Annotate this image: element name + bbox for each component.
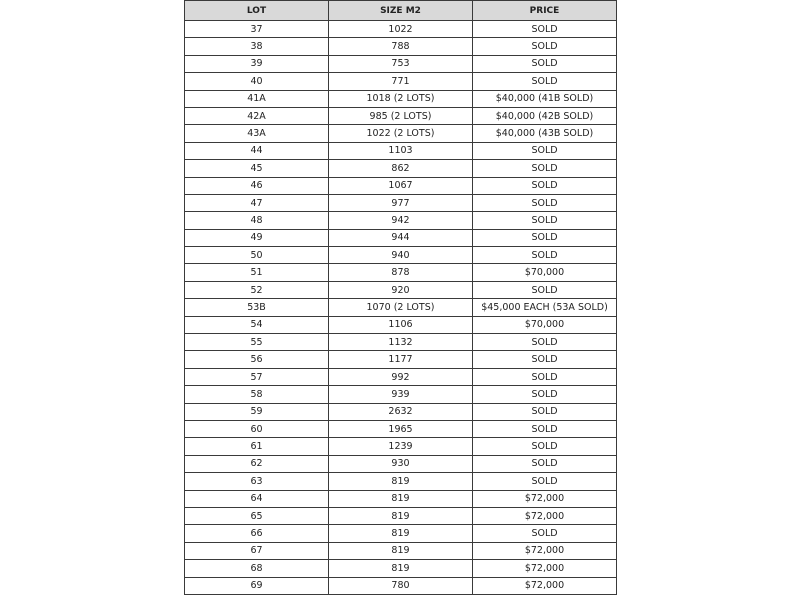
table-row [185,299,617,316]
cell-lot: 48 [185,212,329,229]
cell-price: SOLD [473,438,617,455]
cell-lot: 38 [185,38,329,55]
cell-lot: 64 [185,490,329,507]
cell-size: 1018 (2 LOTS) [329,90,473,107]
table-row [185,386,617,403]
cell-price: SOLD [473,351,617,368]
table-row [185,490,617,507]
cell-lot: 67 [185,542,329,559]
table-row [185,525,617,542]
table-row [185,177,617,194]
table-row [185,403,617,420]
table-row [185,577,617,594]
cell-price: SOLD [473,38,617,55]
cell-size: 1070 (2 LOTS) [329,299,473,316]
table-row [185,281,617,298]
cell-size: 819 [329,507,473,524]
cell-size: 819 [329,560,473,577]
cell-size: 1022 (2 LOTS) [329,125,473,142]
cell-lot: 54 [185,316,329,333]
cell-lot: 49 [185,229,329,246]
cell-lot: 39 [185,55,329,72]
cell-size: 788 [329,38,473,55]
cell-lot: 68 [185,560,329,577]
cell-price: $70,000 [473,316,617,333]
table-row [185,473,617,490]
cell-price: SOLD [473,160,617,177]
cell-lot: 57 [185,368,329,385]
cell-lot: 45 [185,160,329,177]
cell-price: $72,000 [473,490,617,507]
header-size: SIZE M2 [329,1,473,21]
table-row [185,90,617,107]
cell-price: $72,000 [473,577,617,594]
cell-size: 819 [329,490,473,507]
cell-size: 930 [329,455,473,472]
table-row [185,264,617,281]
table-row [185,142,617,159]
table-row [185,542,617,559]
cell-lot: 51 [185,264,329,281]
cell-price: SOLD [473,55,617,72]
cell-price: $70,000 [473,264,617,281]
cell-size: 819 [329,525,473,542]
cell-lot: 62 [185,455,329,472]
table-body [185,21,617,595]
cell-lot: 47 [185,194,329,211]
cell-size: 1022 [329,21,473,38]
cell-lot: 53B [185,299,329,316]
cell-price: SOLD [473,212,617,229]
cell-price: SOLD [473,403,617,420]
cell-lot: 69 [185,577,329,594]
cell-lot: 43A [185,125,329,142]
cell-price: SOLD [473,281,617,298]
cell-size: 2632 [329,403,473,420]
cell-lot: 50 [185,247,329,264]
cell-price: $40,000 (43B SOLD) [473,125,617,142]
cell-lot: 59 [185,403,329,420]
table-row [185,194,617,211]
cell-price: SOLD [473,386,617,403]
cell-lot: 40 [185,73,329,90]
cell-size: 1067 [329,177,473,194]
cell-size: 771 [329,73,473,90]
cell-size: 939 [329,386,473,403]
table-row [185,229,617,246]
header-price: PRICE [473,1,617,21]
table-row [185,247,617,264]
table-row [185,438,617,455]
cell-lot: 66 [185,525,329,542]
table-row [185,455,617,472]
cell-price: SOLD [473,21,617,38]
cell-price: SOLD [473,368,617,385]
cell-price: SOLD [473,73,617,90]
table-header [185,1,617,21]
cell-lot: 61 [185,438,329,455]
cell-size: 1132 [329,334,473,351]
cell-size: 1103 [329,142,473,159]
cell-size: 819 [329,473,473,490]
cell-size: 1239 [329,438,473,455]
cell-price: SOLD [473,247,617,264]
cell-size: 780 [329,577,473,594]
cell-price: SOLD [473,420,617,437]
cell-lot: 55 [185,334,329,351]
cell-size: 944 [329,229,473,246]
table-row [185,73,617,90]
cell-size: 1177 [329,351,473,368]
cell-size: 992 [329,368,473,385]
table-row [185,212,617,229]
cell-size: 977 [329,194,473,211]
lot-price-table [184,0,617,595]
cell-price: SOLD [473,194,617,211]
cell-size: 753 [329,55,473,72]
table-row [185,334,617,351]
table-row [185,368,617,385]
cell-lot: 41A [185,90,329,107]
cell-price: $72,000 [473,542,617,559]
cell-price: SOLD [473,229,617,246]
table-row [185,560,617,577]
cell-price: SOLD [473,142,617,159]
table-row [185,160,617,177]
cell-price: SOLD [473,334,617,351]
cell-price: SOLD [473,525,617,542]
header-row [185,1,617,21]
cell-lot: 58 [185,386,329,403]
cell-lot: 46 [185,177,329,194]
cell-lot: 52 [185,281,329,298]
table-row [185,316,617,333]
header-lot: LOT [185,1,329,21]
cell-price: $40,000 (41B SOLD) [473,90,617,107]
table-row [185,55,617,72]
table-row [185,507,617,524]
cell-price: SOLD [473,473,617,490]
cell-lot: 56 [185,351,329,368]
table-row [185,107,617,124]
cell-price: $40,000 (42B SOLD) [473,107,617,124]
table-row [185,38,617,55]
cell-size: 920 [329,281,473,298]
cell-size: 1106 [329,316,473,333]
cell-lot: 42A [185,107,329,124]
cell-lot: 44 [185,142,329,159]
cell-size: 1965 [329,420,473,437]
cell-lot: 60 [185,420,329,437]
table-row [185,125,617,142]
cell-size: 942 [329,212,473,229]
cell-price: SOLD [473,177,617,194]
table-row [185,351,617,368]
cell-size: 862 [329,160,473,177]
cell-price: $45,000 EACH (53A SOLD) [473,299,617,316]
table-row [185,21,617,38]
cell-lot: 37 [185,21,329,38]
cell-size: 940 [329,247,473,264]
cell-size: 985 (2 LOTS) [329,107,473,124]
cell-size: 819 [329,542,473,559]
cell-price: $72,000 [473,507,617,524]
table-row [185,420,617,437]
cell-price: $72,000 [473,560,617,577]
cell-lot: 65 [185,507,329,524]
cell-price: SOLD [473,455,617,472]
cell-size: 878 [329,264,473,281]
cell-lot: 63 [185,473,329,490]
